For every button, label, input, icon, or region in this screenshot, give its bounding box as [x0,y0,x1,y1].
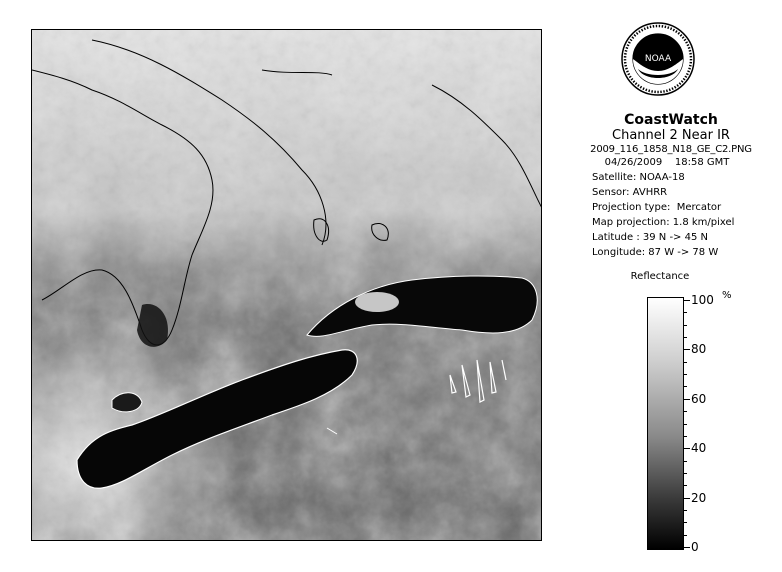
colorbar-major-tick [684,547,690,548]
colorbar-minor-tick [684,374,687,375]
product-title: CoastWatch [624,112,718,128]
projection-type-label: Projection type: Mercator [592,202,722,213]
info-panel [560,112,782,260]
noaa-logo [620,21,696,101]
colorbar-minor-tick [684,510,687,511]
colorbar-tick-label: 40 [691,441,707,455]
colorbar-major-tick [684,399,690,400]
channel-label: Channel 2 Near IR [612,128,730,143]
file-name: 2009_116_1858_N18_GE_C2.PNG [590,144,752,155]
latitude-label: Latitude : 39 N -> 45 N [592,232,708,243]
satellite-label: Satellite: NOAA-18 [592,172,685,183]
colorbar-tick-label: 20 [691,491,707,505]
colorbar-minor-tick [684,535,687,536]
noaa-logo-icon [620,21,696,97]
reflectance-colorbar [647,297,684,550]
logo-center-text: NOAA [644,54,672,64]
satellite-image [31,29,542,541]
colorbar-minor-tick [684,325,687,326]
colorbar-tick-label: 0 [691,540,699,554]
colorbar-major-tick [684,498,690,499]
colorbar-tick-label: 80 [691,342,707,356]
colorbar-minor-tick [684,485,687,486]
sensor-label: Sensor: AVHRR [592,187,668,198]
scale-title: Reflectance [630,271,690,282]
colorbar-major-tick [684,300,690,301]
colorbar-minor-tick [684,436,687,437]
satellite-image-canvas [32,30,542,541]
scale-units: % [722,290,732,301]
colorbar-minor-tick [684,461,687,462]
colorbar-minor-tick [684,411,687,412]
longitude-label: Longitude: 87 W -> 78 W [592,247,719,258]
colorbar-minor-tick [684,362,687,363]
date-time: 04/26/2009 18:58 GMT [604,157,730,168]
colorbar-minor-tick [684,424,687,425]
colorbar-tick-label: 60 [691,392,707,406]
colorbar-major-tick [684,448,690,449]
colorbar-minor-tick [684,386,687,387]
colorbar-minor-tick [684,312,687,313]
colorbar-tick-label: 100 [691,293,714,307]
colorbar-minor-tick [684,473,687,474]
map-projection-label: Map projection: 1.8 km/pixel [592,217,735,228]
colorbar-minor-tick [684,522,687,523]
colorbar-minor-tick [684,337,687,338]
colorbar-major-tick [684,349,690,350]
